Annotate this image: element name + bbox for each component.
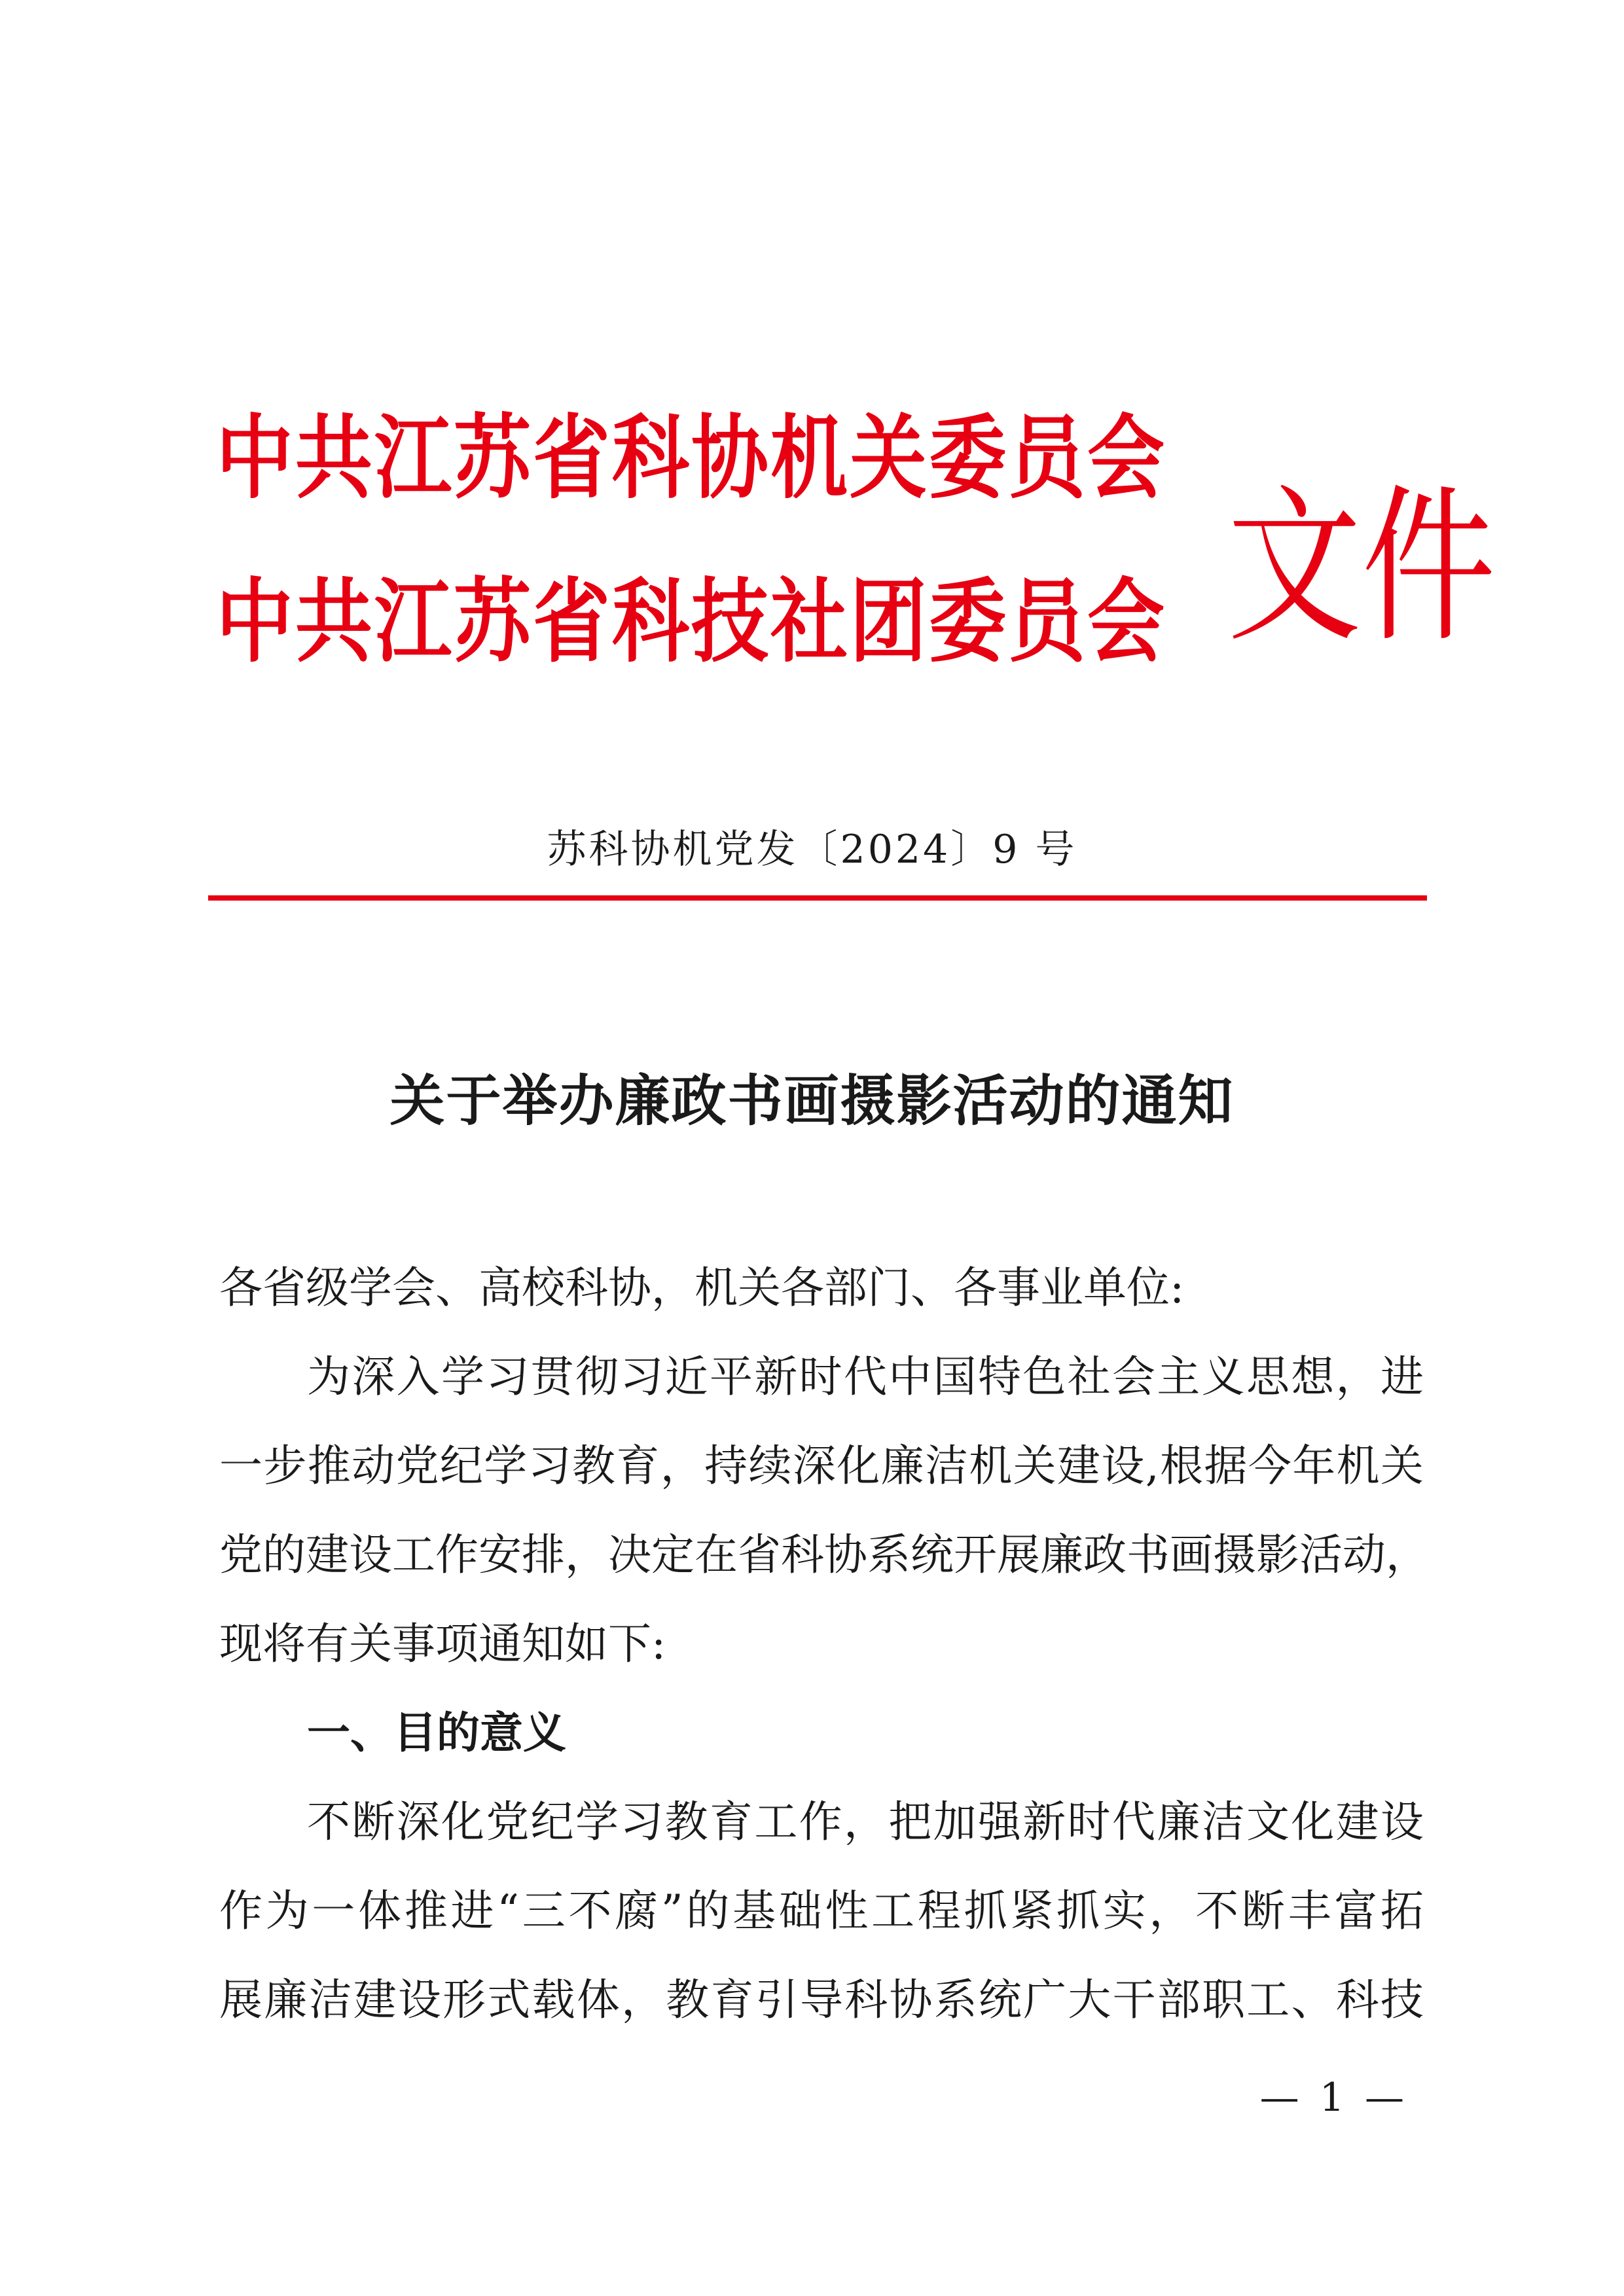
body-line: 为深入学习贯彻习近平新时代中国特色社会主义思想，进 xyxy=(307,1352,1424,1402)
document-word: 文件 xyxy=(1227,470,1496,666)
issuer-line-1: 中共江苏省科协机关委员会 xyxy=(216,404,1167,512)
notice-title: 关于举办廉政书画摄影活动的通知 xyxy=(389,1068,1235,1133)
body-line: 作为一体推进“三不腐”的基础性工程抓紧抓实，不断丰富拓 xyxy=(219,1886,1424,1936)
notice-body xyxy=(219,1244,1429,2045)
body-line: 党的建设工作安排，决定在省科协系统开展廉政书画摄影活动， xyxy=(219,1530,1429,1580)
page-number: — 1 — xyxy=(1259,2075,1408,2121)
body-line: 一步推动党纪学习教育，持续深化廉洁机关建设,根据今年机关 xyxy=(219,1441,1424,1491)
red-divider xyxy=(208,895,1427,901)
issuer-line-2: 中共江苏省科技社团委员会 xyxy=(216,568,1167,675)
body-line: 展廉洁建设形式载体，教育引导科协系统广大干部职工、科技 xyxy=(219,1975,1424,2025)
document-number: 苏科协机党发〔2024〕9 号 xyxy=(547,827,1077,872)
issuer-header xyxy=(216,399,1496,700)
body-line: 不断深化党纪学习教育工作，把加强新时代廉洁文化建设 xyxy=(307,1797,1424,1847)
body-line: 现将有关事项通知如下: xyxy=(219,1619,666,1669)
salutation: 各省级学会、高校科协，机关各部门、各事业单位: xyxy=(219,1263,1185,1313)
section-heading: 一、目的意义 xyxy=(307,1708,566,1758)
